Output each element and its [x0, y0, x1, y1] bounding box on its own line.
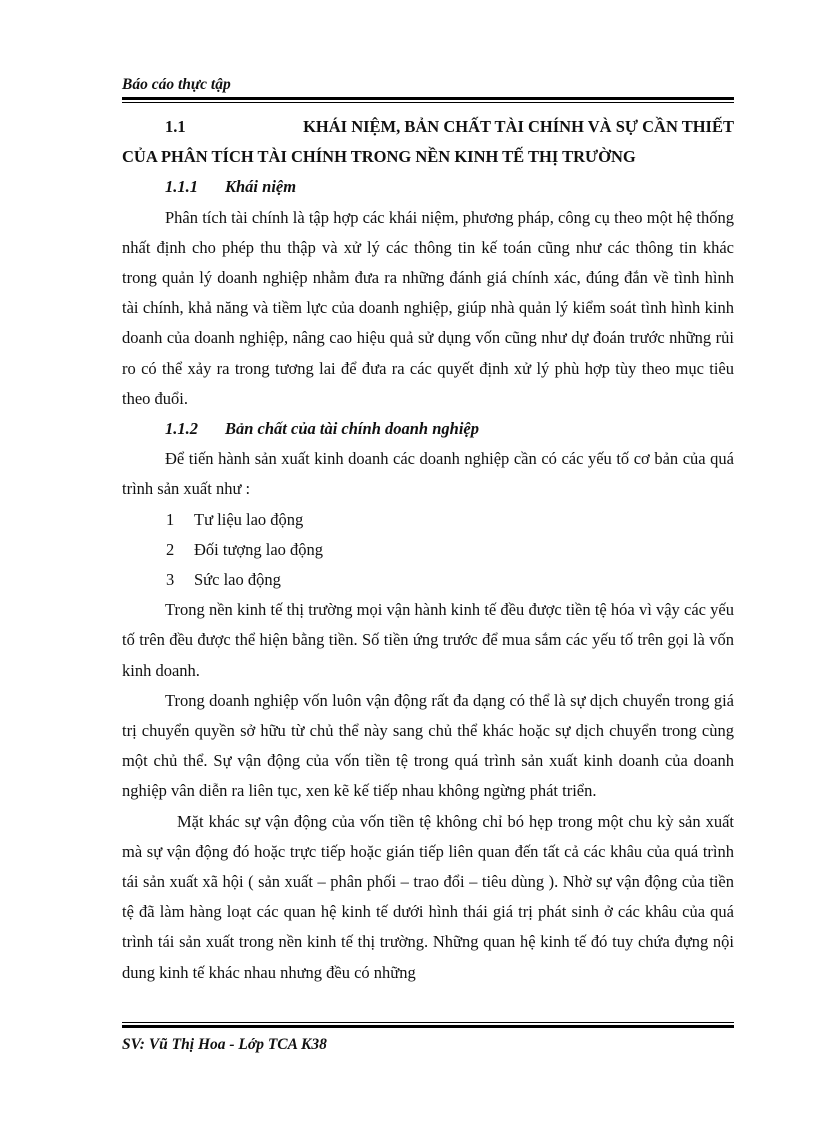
subsection-title: Khái niệm [225, 177, 297, 197]
page-header [122, 76, 734, 98]
section-number: 1.1 [165, 117, 186, 136]
paragraph: Trong doanh nghiệp vốn luôn vận động rất đa dạng có thể là sự dịch chuyển trong giá trị chuyển quyền sở hữu từ chủ thể này sang chủ thể khác hoặc sự dịch chuyển trong cùng một chủ thể. Sự vận động của vốn tiền tệ trong quá trình sản xuất kinh doanh của doanh nghiệp vân diễn ra liên tục, xen kẽ kế tiếp nhau không ngừng phát triển. [122, 690, 734, 801]
list-item [122, 505, 734, 535]
subsection-heading [122, 172, 734, 202]
footer-rule [122, 1022, 734, 1028]
list-item-text: Đối tượng lao động [194, 539, 324, 559]
header-rule [122, 97, 734, 103]
list-item-text: Tư liệu lao động [194, 509, 304, 529]
list-item-number: 3 [166, 570, 175, 590]
list-item-number: 2 [166, 539, 175, 559]
page-footer [122, 1022, 734, 1054]
subsection-number: 1.1.1 [165, 177, 198, 197]
section-heading [122, 112, 734, 142]
section-title-line2: CỦA PHÂN TÍCH TÀI CHÍNH TRONG NỀN KINH TẾ THỊ TRƯỜNG [122, 147, 636, 167]
footer-text: SV: Vũ Thị Hoa - Lớp TCA K38 [122, 1036, 327, 1053]
subsection-title: Bản chất của tài chính doanh nghiệp [225, 419, 479, 439]
paragraph: Phân tích tài chính là tập hợp các khái niệm, phương pháp, công cụ theo một hệ thống nhất định cho phép thu thập và xử lý các thông tin kế toán cũng như các thông tin khác trong quản lý doanh nghiệp nhằm đưa ra những đánh giá chính xác, đúng đắn về tình hình tài chính, khả năng và tiềm lực của doanh nghiệp, giúp nhà quản lý kiểm soát tình hình kinh doanh của doanh nghiệp, nâng cao hiệu quả sử dụng vốn cũng như dự đoán trước những rủi ro có thể xảy ra trong tương lai để đưa ra các quyết định xử lý phù hợp tùy theo mục tiêu theo đuổi. [122, 207, 734, 408]
header-title: Báo cáo thực tập [122, 76, 231, 93]
list-item [122, 565, 734, 595]
subsection-heading [122, 414, 734, 444]
list-item-text: Sức lao động [194, 570, 281, 590]
list-item-number: 1 [166, 509, 175, 529]
paragraph: Trong nền kinh tế thị trường mọi vận hành kinh tế đều được tiền tệ hóa vì vậy các yếu tố trên đều được thể hiện bằng tiền. Số tiền ứng trước để mua sắm các yếu tố trên gọi là vốn kinh doanh. [122, 600, 734, 680]
paragraph: Để tiến hành sản xuất kinh doanh các doanh nghiệp cần có các yếu tố cơ bản của quá trình sản xuất như : [122, 449, 734, 499]
section-title-line1: KHÁI NIỆM, BẢN CHẤT TÀI CHÍNH VÀ SỰ CẦN THIẾT [303, 117, 734, 136]
paragraph: Mặt khác sự vận động của vốn tiền tệ không chỉ bó hẹp trong một chu kỳ sản xuất mà sự vận động đó hoặc trực tiếp hoặc gián tiếp liên quan đến tất cả các khâu của quá trình tái sản xuất xã hội ( sản xuất – phân phối – trao đổi – tiêu dùng ). Nhờ sự vận động của tiền tệ đã làm hàng loạt các quan hệ kinh tế dưới hình thái giá trị phát sinh ở các khâu của quá trình tái sản xuất trong nền kinh tế thị trường. Những quan hệ kinh tế đó tuy chứa đựng nội dung kinh tế khác nhau nhưng đều có những [122, 811, 734, 982]
subsection-number: 1.1.2 [165, 419, 198, 439]
page-content [122, 112, 734, 988]
list-item [122, 535, 734, 565]
